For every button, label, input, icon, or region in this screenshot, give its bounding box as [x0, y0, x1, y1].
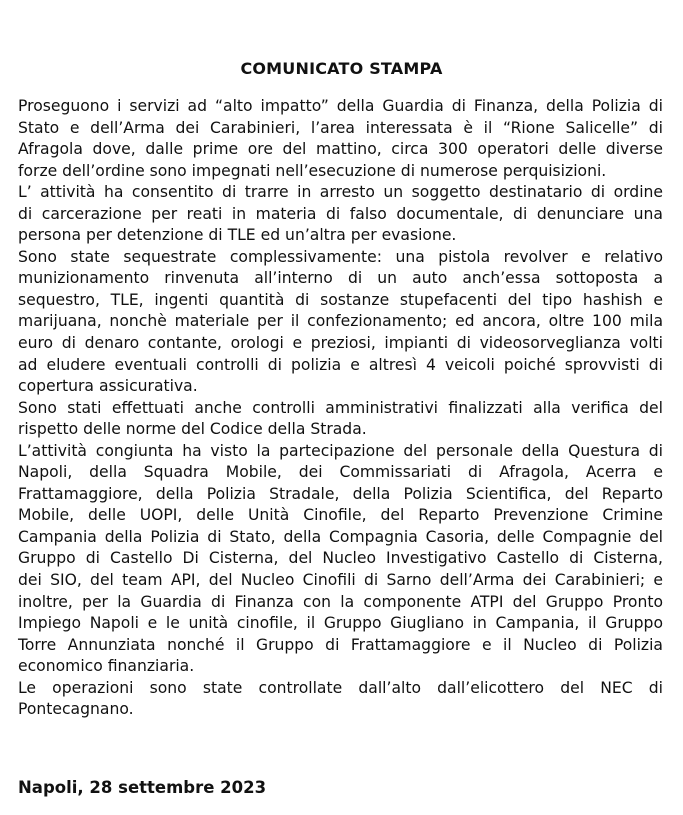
- body-line: forze dell’ordine sono impegnati nell’esecuzione di numerose perquisizioni.: [18, 161, 607, 180]
- body-line: Impiego Napoli e le unità cinofile, il Gruppo Giugliano in Campania, il Gruppo: [18, 614, 663, 633]
- body-line: copertura assicurativa.: [18, 377, 198, 396]
- body-line: economico finanziaria.: [18, 657, 195, 676]
- body-line: Gruppo di Castello Di Cisterna, del Nucleo Investigativo Castello di Cisterna,: [18, 549, 663, 568]
- body-line: inoltre, per la Guardia di Finanza con la componente ATPI del Gruppo Pronto: [18, 592, 663, 611]
- press-release-body: [18, 96, 663, 721]
- body-line: dei SIO, del team API, del Nucleo Cinofili di Sarno dell’Arma dei Carabinieri; e: [18, 571, 663, 590]
- body-line: di carcerazione per reati in materia di falso documentale, di denunciare una: [18, 204, 663, 223]
- body-line: Sono stati effettuati anche controlli amministrativi finalizzati alla verifica del: [18, 398, 663, 417]
- body-line: Mobile, delle UOPI, delle Unità Cinofile, del Reparto Prevenzione Crimine: [18, 506, 663, 525]
- body-line: marijuana, nonchè materiale per il confezionamento; ed ancora, oltre 100 mila: [18, 312, 663, 331]
- body-line: L’attività congiunta ha visto la partecipazione del personale della Questura di: [18, 441, 663, 460]
- page-title: COMUNICATO STAMPA: [240, 59, 443, 78]
- body-line: munizionamento rinvenuta all’interno di un auto anch’essa sottoposta a: [18, 269, 663, 288]
- body-line: Sono state sequestrate complessivamente: una pistola revolver e relativo: [18, 247, 663, 266]
- body-line: sequestro, TLE, ingenti quantità di sostanze stupefacenti del tipo hashish e: [18, 290, 663, 309]
- body-line: persona per detenzione di TLE ed un’altra per evasione.: [18, 226, 457, 245]
- body-line: Le operazioni sono state controllate dall’alto dall’elicottero del NEC di: [18, 678, 663, 697]
- body-line: euro di denaro contante, orologi e preziosi, impianti di videosorveglianza volti: [18, 334, 663, 353]
- body-line: Pontecagnano.: [18, 700, 134, 719]
- body-line: Campania della Polizia di Stato, della Compagnia Casoria, delle Compagnie del: [18, 527, 663, 546]
- body-line: L’ attività ha consentito di trarre in arresto un soggetto destinatario di ordine: [18, 183, 663, 202]
- body-line: Stato e dell’Arma dei Carabinieri, l’area interessata è il “Rione Salicelle” di: [18, 118, 663, 137]
- body-line: Frattamaggiore, della Polizia Stradale, della Polizia Scientifica, del Reparto: [18, 484, 663, 503]
- body-line: Torre Annunziata nonché il Gruppo di Frattamaggiore e il Nucleo di Polizia: [18, 635, 663, 654]
- body-line: Napoli, della Squadra Mobile, dei Commissariati di Afragola, Acerra e: [18, 463, 663, 482]
- body-line: Afragola dove, dalle prime ore del mattino, circa 300 operatori delle diverse: [18, 140, 663, 159]
- body-line: Proseguono i servizi ad “alto impatto” della Guardia di Finanza, della Polizia di: [18, 97, 663, 115]
- body-line: ad eludere eventuali controlli di polizia e altresì 4 veicoli poiché sprovvisti di: [18, 355, 663, 374]
- date-line: Napoli, 28 settembre 2023: [18, 778, 267, 797]
- body-line: rispetto delle norme del Codice della Strada.: [18, 420, 367, 439]
